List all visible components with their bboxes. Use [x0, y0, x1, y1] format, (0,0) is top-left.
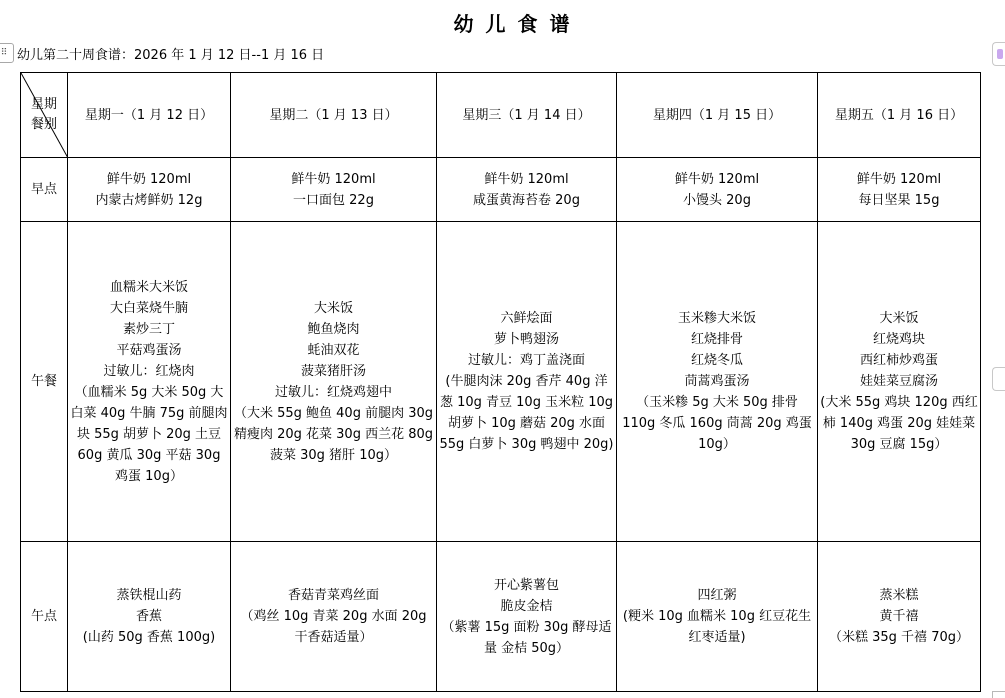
day-header-mon: 星期一（1 月 12 日） [68, 73, 231, 158]
ingredient-detail: (牛腿肉沫 20g 香芹 40g 洋葱 10g 青豆 10g 玉米粒 10g 胡萝卜 10g 蘑菇 20g 水面 55g 白萝卜 30g 鸭翅中 20g) [439, 374, 614, 452]
ingredient-detail: （紫薯 15g 面粉 30g 酵母适量 金桔 50g） [441, 619, 612, 656]
menu-cell [617, 158, 818, 222]
dish-line: 蚝油双花 [307, 342, 360, 358]
menu-cell [231, 158, 437, 222]
side-expand-handle-icon[interactable] [992, 367, 1005, 391]
meal-label-lunch: 午餐 [21, 222, 68, 542]
dish-line: 脆皮金桔 [500, 598, 553, 614]
dish-line: 黄千禧 [879, 609, 919, 624]
dish-line: 四红粥 [697, 588, 737, 603]
meal-row-lunch [21, 222, 981, 542]
dish-line: 平菇鸡蛋汤 [116, 342, 182, 358]
dish-line: 红烧排骨 [690, 332, 743, 347]
dish-line: 香蕉 [135, 609, 162, 624]
dish-line: 一口面包 22g [293, 192, 374, 208]
ingredient-detail: （血糯米 5g 大米 50g 大白菜 40g 牛腩 75g 前腿肉块 55g 胡萝卜 20g 土豆 60g 黄瓜 30g 平菇 30g 鸡蛋 10g） [70, 384, 228, 484]
menu-cell [68, 542, 231, 692]
ingredient-detail: （米糕 35g 千禧 70g） [829, 630, 969, 645]
allergy-dish-line: 过敏儿：红烧肉 [103, 363, 195, 379]
ingredient-detail: (粳米 10g 血糯米 10g 红豆花生红枣适量) [622, 609, 812, 645]
dish-line: 鲜牛奶 120ml [856, 171, 942, 187]
ingredient-detail: （大米 55g 鲍鱼 40g 前腿肉 30g 精瘦肉 20g 花菜 30g 西兰花 80g 菠菜 30g 猪肝 10g） [233, 405, 434, 463]
allergy-dish-line: 过敏儿：鸡丁盖浇面 [467, 353, 585, 368]
dish-line: 六鲜烩面 [500, 311, 553, 326]
dish-line: 鲜牛奶 120ml [484, 171, 569, 187]
dish-line: 大米饭 [313, 300, 353, 316]
dish-line: 小馒头 20g [683, 192, 751, 208]
dish-line: 鲜牛奶 120ml [674, 171, 760, 187]
table-move-handle[interactable]: ⠿ [0, 43, 14, 63]
ingredient-detail: （玉米糁 5g 大米 50g 排骨 110g 冬瓜 160g 茼蒿 20g 鸡蛋 10g） [622, 395, 812, 452]
allergy-dish-line: 过敏儿：红烧鸡翅中 [274, 384, 392, 400]
menu-cell [818, 542, 981, 692]
menu-cell [231, 542, 437, 692]
dish-line: 大白菜烧牛腩 [109, 300, 188, 316]
dish-line: 鲜牛奶 120ml [106, 171, 192, 187]
dish-line: 鲜牛奶 120ml [291, 171, 376, 187]
weekly-menu-table [20, 72, 981, 692]
dish-line: 娃娃菜豆腐汤 [859, 374, 938, 389]
dish-line: 茼蒿鸡蛋汤 [684, 374, 750, 389]
dish-line: 咸蛋黄海苔卷 20g [473, 192, 580, 208]
day-header-thu: 星期四（1 月 15 日） [617, 73, 818, 158]
menu-cell [231, 222, 437, 542]
day-header-tue: 星期二（1 月 13 日） [231, 73, 437, 158]
ingredient-detail: (山药 50g 香蕉 100g) [82, 630, 216, 645]
dish-line: 大米饭 [879, 311, 919, 326]
dish-line: 西红柿炒鸡蛋 [859, 353, 938, 368]
dish-line: 菠菜猪肝汤 [300, 363, 366, 379]
day-header-wed: 星期三（1 月 14 日） [437, 73, 617, 158]
menu-cell [617, 222, 818, 542]
menu-cell [818, 158, 981, 222]
dish-line: 香菇青菜鸡丝面 [287, 588, 379, 603]
menu-cell [437, 222, 617, 542]
menu-cell [68, 158, 231, 222]
ingredient-detail: （鸡丝 10g 青菜 20g 水面 20g 干香菇适量） [240, 609, 427, 645]
dish-line: 开心紫薯包 [493, 577, 559, 593]
dish-line: 素炒三丁 [122, 321, 175, 337]
menu-cell [617, 542, 818, 692]
dish-line: 红烧冬瓜 [690, 353, 743, 368]
page-corner-marker-icon [992, 691, 1005, 698]
day-header-fri: 星期五（1 月 16 日） [818, 73, 981, 158]
header-row [21, 73, 981, 158]
meal-row-afternoon-snack [21, 542, 981, 692]
dish-line: 血糯米大米饭 [109, 279, 188, 295]
meal-row-breakfast [21, 158, 981, 222]
corner-label-meal: 餐别 [30, 117, 57, 132]
dish-line: 蒸铁棍山药 [116, 588, 182, 603]
dish-line: 内蒙古烤鲜奶 12g [95, 192, 203, 208]
dish-line: 每日坚果 15g [858, 192, 940, 208]
menu-cell [818, 222, 981, 542]
menu-cell [437, 542, 617, 692]
meal-label-breakfast: 早点 [21, 158, 68, 222]
menu-cell [68, 222, 231, 542]
corner-label-weekday: 星期 [30, 97, 57, 112]
document-title: 幼儿食谱 [453, 12, 582, 36]
meal-label-afternoon-snack: 午点 [21, 542, 68, 692]
dish-line: 红烧鸡块 [872, 332, 925, 347]
side-panel-toggle-icon[interactable] [992, 42, 1005, 66]
dish-line: 蒸米糕 [879, 588, 919, 603]
menu-cell [437, 158, 617, 222]
dish-line: 玉米糁大米饭 [677, 311, 756, 326]
menu-subtitle: 幼儿第二十周食谱：2026 年 1 月 12 日--1 月 16 日 [17, 48, 325, 63]
corner-header-cell [21, 73, 68, 158]
dish-line: 萝卜鸭翅汤 [493, 332, 559, 347]
ingredient-detail: (大米 55g 鸡块 120g 西红柿 140g 鸡蛋 20g 娃娃菜 30g 豆腐 15g） [820, 395, 978, 452]
dish-line: 鲍鱼烧肉 [307, 321, 360, 337]
